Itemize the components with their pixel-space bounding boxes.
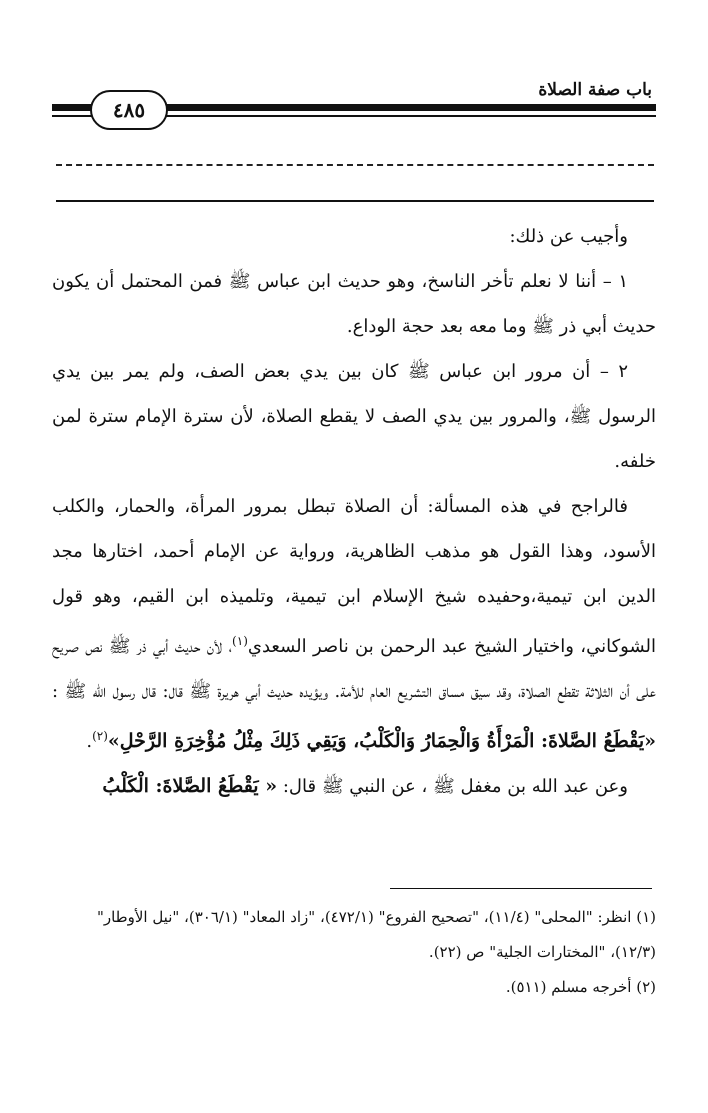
header-rule-right-thin xyxy=(166,115,656,117)
preferred-opinion-paragraph xyxy=(52,484,656,764)
page-number xyxy=(90,90,168,130)
point-1: ١ – أننا لا نعلم تأخر الناسخ، وهو حديث ابن عباس ﷺ فمن المحتمل أن يكون حديث أبي ذر ﷺ وما معه بعد حجة الوداع. xyxy=(52,271,656,337)
footnote-2: (٢) أخرجه مسلم (٥١١). xyxy=(505,978,656,996)
footnote-ref-1: (١) xyxy=(232,634,248,648)
preferred-opinion-text-a: فالراجح في هذه المسألة: أن الصلاة تبطل بمرور المرأة، والحمار، والكلب الأسود، وهذا القول هو مذهب الظاهرية، ورواية عن الإمام أحمد، اختارها مجد الدين ابن تيمية،وحفيده شيخ الإسلام ابن تيمية، وتلميذه ابن القيم، وهو قول الشوكاني، واختيار الشيخ عبد الرحمن بن ناصر السعدي xyxy=(52,496,656,657)
preferred-opinion-text-b: ، لأن حديث أبي ذر ﷺ نص صريح على أن الثلاثة تقطع الصلاة، وقد سيق مساق التشريع العام للأمة. ويؤيده حديث أبي هريرة ﷺ قال: قال رسول الله ﷺ : xyxy=(52,636,656,702)
main-text xyxy=(52,214,656,809)
hadith-ibn-mughaffal: « يَقْطَعُ الصَّلاةَ: الْكَلْبُ xyxy=(102,775,278,797)
page-number-text: ٤٨٥ xyxy=(112,98,146,122)
hadith-end-mark: . xyxy=(86,731,93,752)
last-paragraph xyxy=(52,764,656,809)
header-rule-left-thin xyxy=(52,115,92,117)
solid-divider xyxy=(56,200,654,202)
footnote-ref-2: (٢) xyxy=(92,729,108,743)
hadith-abu-hurayra: «يَقْطَعُ الصَّلاةَ: الْمَرْأَةُ وَالْحِمَارُ وَالْكَلْبُ، وَيَقِي ذَلِكَ مِثْلُ مُؤْخِرَةِ الرَّحْلِ» xyxy=(107,730,656,752)
footnote-separator xyxy=(390,888,652,889)
intro-line: وأجيب عن ذلك: xyxy=(509,226,628,247)
header-rule-right-thick xyxy=(166,104,656,111)
point-2: ٢ – أن مرور ابن عباس ﷺ كان بين يدي بعض الصف، ولم يمر بين يدي الرسول ﷺ، والمرور بين يدي الصف لا يقطع الصلاة، لأن سترة الإمام سترة لمن خلفه. xyxy=(52,361,656,472)
dashed-divider xyxy=(56,164,654,166)
running-title: باب صفة الصلاة xyxy=(538,80,652,100)
header-rule-left-thick xyxy=(52,104,92,111)
last-paragraph-text: وعن عبد الله بن مغفل ﷺ ، عن النبي ﷺ قال: xyxy=(282,776,628,797)
footnotes xyxy=(52,900,656,1005)
footnote-1: (١) انظر: "المحلى" (١١/٤)، "تصحيح الفروع" (٤٧٢/١)، "زاد المعاد" (٣٠٦/١)، "نيل الأوطار" (١٢/٣)، "المختارات الجلية" ص (٢٢). xyxy=(96,908,656,961)
